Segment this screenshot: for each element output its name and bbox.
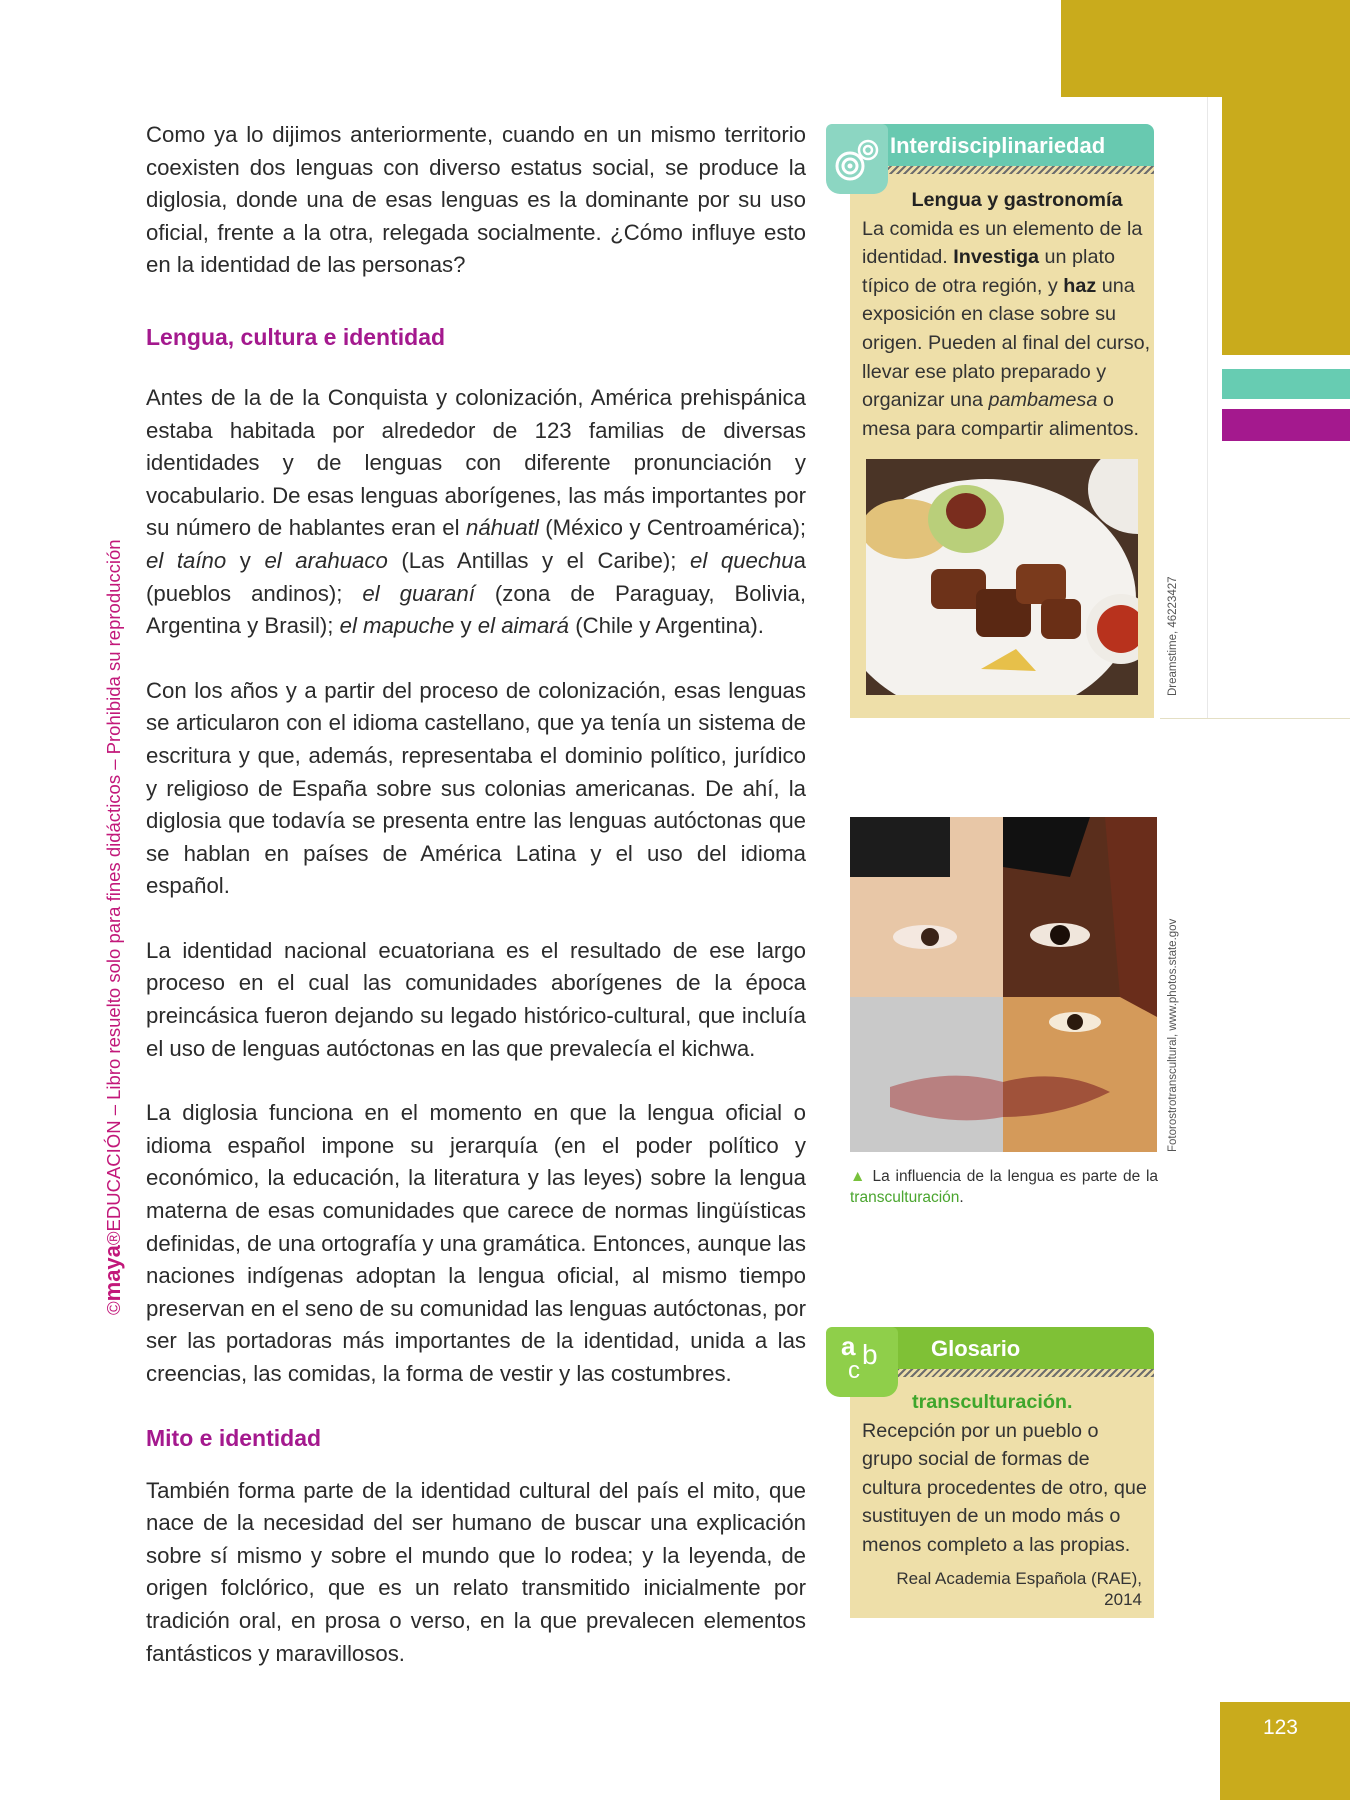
glossary-term: transculturación. bbox=[912, 1391, 1073, 1413]
copyright-text: ®EDUCACIÓN – Libro resuelto solo para fines didácticos – Prohibida su reproducción bbox=[103, 539, 124, 1246]
intro-paragraph: Como ya lo dijimos anteriormente, cuando en un mismo territorio coexisten dos lenguas con diverso estatus social, se produce la diglosia, donde una de esas lenguas es la dominante por su uso oficial, frente a la otra, relegada socialmente. ¿Cómo influye esto en la identidad de las personas? bbox=[146, 122, 806, 278]
faces-photo-credit: Fotorostrotranscultural, www.photos.state.gov bbox=[1167, 918, 1179, 1152]
paragraph-myth: También forma parte de la identidad cultural del país el mito, que nace de la necesidad del ser humano de buscar una explicación sobre sí mismo y sobre el mundo que lo rodea; y la leyenda, de origen folclórico, que es un relato transmitido inicialmente por tradición oral, en prosa o verso, en la que prevalecen elementos fantásticos y maravillosos. bbox=[146, 1477, 806, 1666]
page-number: 123 bbox=[1262, 1716, 1298, 1739]
caption-marker-icon: ▲ bbox=[850, 1168, 867, 1185]
right-gold-band bbox=[1222, 97, 1350, 355]
interdisciplinary-title: Interdisciplinariedad bbox=[890, 133, 1106, 158]
interdisciplinary-icon bbox=[826, 124, 888, 194]
copyright-notice bbox=[100, 539, 126, 1315]
section-heading-mito: Mito e identidad bbox=[146, 1424, 322, 1451]
glossary-definition: Recepción por un pueblo o grupo social de formas de cultura procedentes de otro, que sustituyen de un modo más o menos completo a las propias. bbox=[862, 1419, 1147, 1556]
faces-collage-photo bbox=[850, 817, 1157, 1152]
paragraph-colonization: Con los años y a partir del proceso de colonización, esas lenguas se articularon con el idioma castellano, que ya tenía un sistema de escritura y que, además, representaba el dominio político, jurídico y religioso de España sobre sus colonias americanas. De ahí, la diglosia que todavía se presenta entre las lenguas autóctonas que se hablan en países de América Latina y el uso del idioma español. bbox=[146, 677, 806, 899]
glossary-title: Glosario bbox=[931, 1336, 1021, 1361]
copyright-symbol: © bbox=[103, 1301, 124, 1315]
paragraph-national-identity: La identidad nacional ecuatoriana es el resultado de ese largo proceso en el cual las comunidades aborígenes de la época preincásica fueron dejando su legado histórico-cultural, que incluía el uso de lenguas autóctonas en las que prevalecía el kichwa. bbox=[146, 937, 806, 1061]
interdisciplinary-text: La comida es un elemento de la identidad. Investiga un plato típico de otra región, y haz una exposición en clase sobre su origen. Pueden al final del curso, llevar ese plato preparado y organizar una pambamesa o mesa para compartir alimentos. bbox=[862, 217, 1151, 440]
paragraph-diglossia: La diglosia funciona en el momento en que la lengua oficial o idioma español impone su jerarquía (en el poder político y económico, la educación, la literatura y las leyes) sobre la lengua materna de esas comunidades que carece de normas lingüísticas definidas, de una ortografía y una gramática. Entonces, aunque las naciones indígenas adoptan la lengua oficial, al mismo tiempo preservan en el seno de su comunidad las lenguas autóctonas, por ser las portadoras más importantes de la identidad, unida a las creencias, las comidas, la forma de vestir y las costumbres. bbox=[146, 1100, 806, 1386]
box-divider bbox=[1160, 718, 1350, 719]
paragraph-languages: Antes de la de la Conquista y colonización, América prehispánica estaba habitada por alrededor de 123 familias de diversas identidades y de lenguas con diferente pronunciación y vocabulario. De esas lenguas aborígenes, las más importantes por su número de hablantes eran el náhuatl (México y Centroamérica); el taíno y el arahuaco (Las Antillas y el Caribe); el quechua (pueblos andinos); el guaraní (zona de Paraguay, Bolivia, Argentina y Brasil); el mapuche y el aimará (Chile y Argentina). bbox=[146, 384, 807, 639]
food-photo bbox=[866, 459, 1138, 695]
brand-logo: maya bbox=[100, 1245, 125, 1302]
faces-caption: ▲ La influencia de la lengua es parte de la transculturación. bbox=[850, 1168, 1159, 1206]
top-gold-band bbox=[1061, 0, 1350, 97]
column-divider bbox=[1207, 97, 1208, 719]
food-photo-credit: Dreamstime, 46223427 bbox=[1167, 576, 1179, 696]
main-column bbox=[146, 119, 806, 1702]
teal-tab bbox=[1222, 369, 1350, 399]
glossary-source: Real Academia Española (RAE), 2014 bbox=[896, 1568, 1142, 1609]
glossary-icon: a b c bbox=[826, 1327, 898, 1397]
glossary-content bbox=[862, 1388, 1152, 1610]
magenta-tab bbox=[1222, 409, 1350, 441]
interdisciplinary-subtitle: Lengua y gastronomía bbox=[911, 189, 1123, 211]
interdisciplinary-content bbox=[862, 186, 1152, 443]
section-heading-lengua: Lengua, cultura e identidad bbox=[146, 323, 446, 350]
